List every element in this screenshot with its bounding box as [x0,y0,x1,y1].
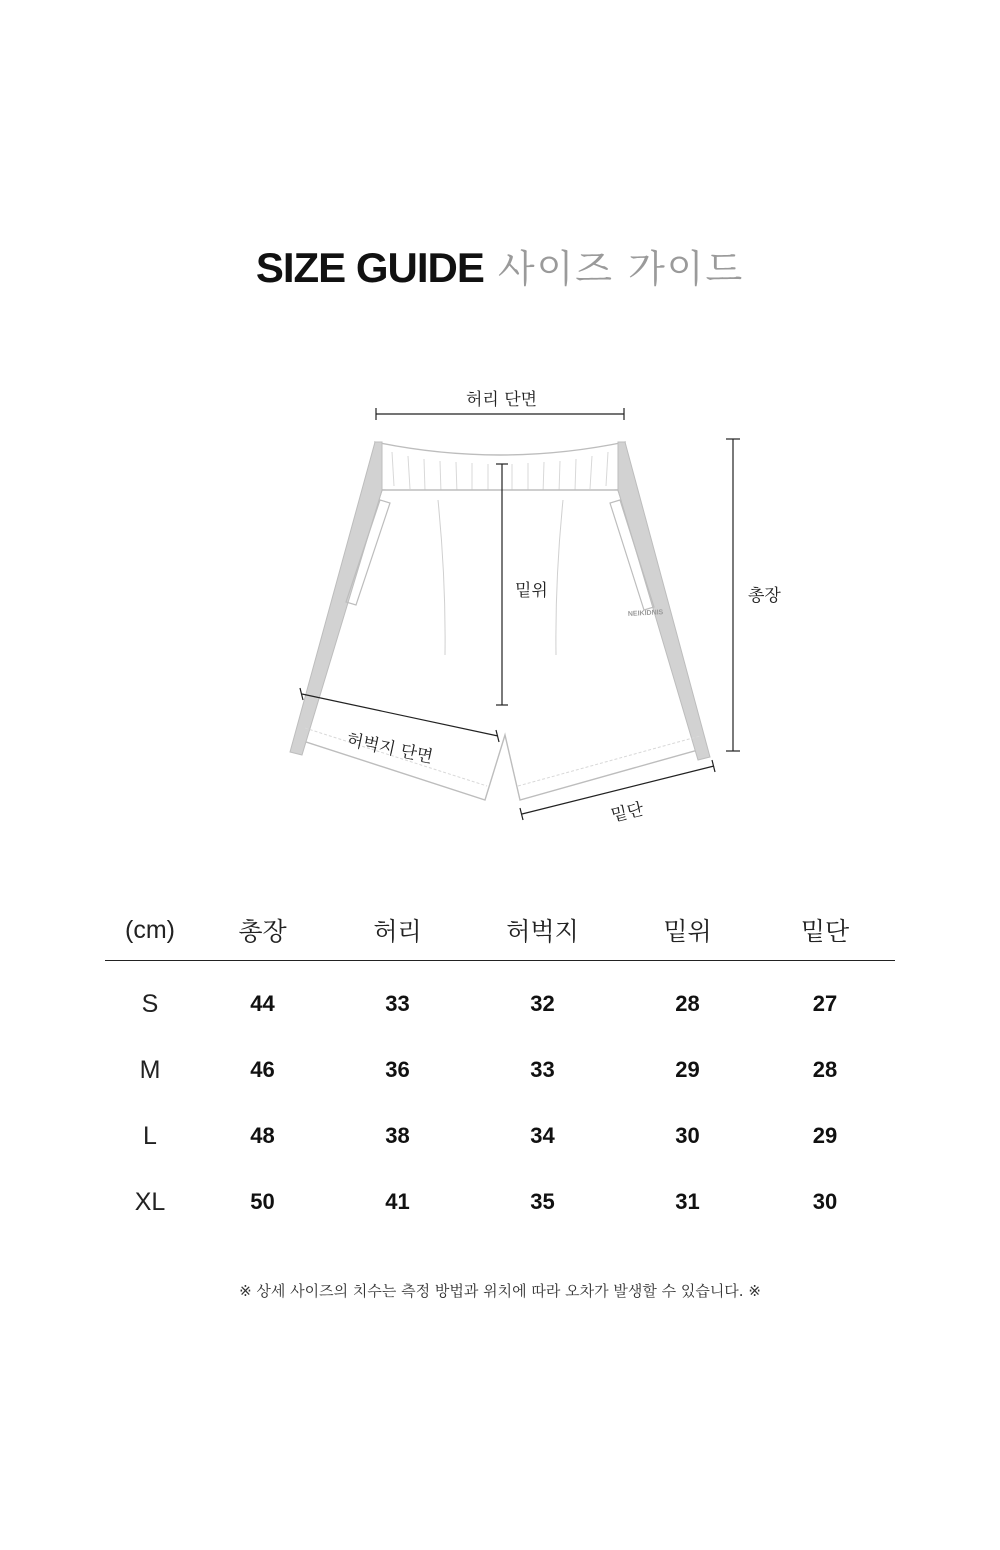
size-label: S [141,989,159,1018]
table-row [105,1037,895,1103]
page-title [0,238,1000,293]
value-thigh: 32 [530,991,555,1016]
size-table [105,900,895,1235]
value-total-length: 46 [250,1057,275,1082]
value-waist: 41 [385,1189,410,1214]
header-total-length: 총장 [238,917,287,946]
value-waist: 38 [385,1123,410,1148]
shorts-illustration [0,370,1000,840]
hem-label: 밑단 [609,799,646,827]
waist-label: 허리 단면 [466,390,538,410]
value-rise: 29 [675,1057,700,1082]
title-english: SIZE GUIDE [255,244,484,291]
measurement-note: ※ 상세 사이즈의 치수는 측정 방법과 위치에 따라 오차가 발생할 수 있습니다. ※ [239,1282,761,1300]
header-hem: 밑단 [800,917,850,946]
table-row [105,1169,895,1235]
value-thigh: 35 [530,1189,555,1214]
value-hem: 27 [812,991,838,1016]
table-row [105,1103,895,1169]
header-rise: 밑위 [663,917,712,946]
table-row [105,971,895,1037]
value-hem: 28 [812,1057,838,1082]
value-total-length: 50 [250,1189,275,1214]
header-thigh: 허벅지 [506,917,579,946]
value-hem: 29 [812,1123,838,1148]
header-unit: (cm) [125,915,175,944]
value-total-length: 44 [250,991,275,1016]
table-header-row [105,900,895,961]
size-label: L [143,1121,157,1150]
value-thigh: 33 [530,1057,555,1082]
brand-logo-text: NEIKIDNIS [627,609,664,618]
length-label: 총장 [748,586,781,606]
value-waist: 36 [385,1057,410,1082]
size-label: M [139,1055,161,1084]
value-total-length: 48 [250,1123,275,1148]
value-rise: 31 [675,1189,700,1214]
header-waist: 허리 [373,917,422,946]
value-rise: 28 [675,991,700,1016]
shorts-diagram [0,370,1000,840]
rise-label: 밑위 [515,581,548,601]
value-waist: 33 [385,991,410,1016]
title-korean: 사이즈 가이드 [497,247,745,291]
value-hem: 30 [812,1189,838,1214]
size-label: XL [134,1187,166,1216]
thigh-label: 허벅지 단면 [344,729,435,768]
waistband [375,442,625,494]
value-rise: 30 [675,1123,700,1148]
value-thigh: 34 [530,1123,555,1148]
